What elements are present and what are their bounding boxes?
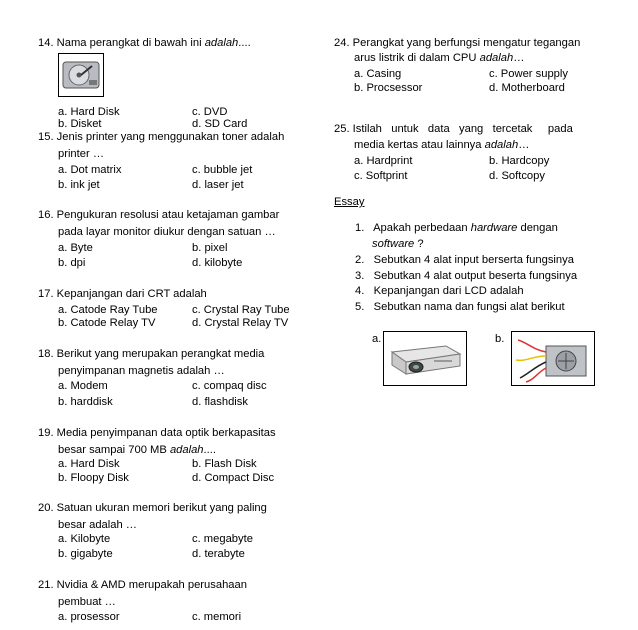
essay-label-b: b. <box>495 333 505 345</box>
q25-option-c[interactable]: c. Softprint <box>354 170 408 182</box>
q19-option-a[interactable]: a. Hard Disk <box>58 458 120 470</box>
q24-line2 <box>354 52 524 64</box>
essay-item-4-text: Kepanjangan dari LCD adalah <box>373 285 524 297</box>
q15-number: 15. <box>38 131 54 143</box>
q14-number: 14. <box>38 37 54 49</box>
q19-option-b[interactable]: b. Floopy Disk <box>58 472 129 484</box>
q24-stem-part: arus listrik di dalam CPU <box>354 52 477 64</box>
q25-number: 25. <box>334 123 350 135</box>
q18-stem: Berikut yang merupakan perangkat media <box>56 348 265 360</box>
power-supply-image <box>511 331 595 386</box>
q15-option-c[interactable]: c. bubble jet <box>192 164 253 176</box>
q15-option-a[interactable]: a. Dot matrix <box>58 164 122 176</box>
q24-option-d[interactable]: d. Motherboard <box>489 82 565 94</box>
q19-line2 <box>58 444 216 456</box>
hard-disk-icon <box>59 54 103 96</box>
q17-option-b[interactable]: b. Catode Relay TV <box>58 317 156 329</box>
essay-label-a: a. <box>372 333 382 345</box>
q15-stem: Jenis printer yang menggunakan toner adalah <box>56 131 285 143</box>
essay-item-4-number: 4. <box>355 285 365 297</box>
q17-option-a[interactable]: a. Catode Ray Tube <box>58 304 158 316</box>
q20-option-b[interactable]: b. gigabyte <box>58 548 113 560</box>
q25-line2 <box>354 139 529 151</box>
essay-title: Essay <box>334 196 365 208</box>
q25-stem: Istilah untuk data yang tercetak pada <box>352 123 573 135</box>
q20-number: 20. <box>38 502 54 514</box>
q14-option-b[interactable]: b. Disket <box>58 118 102 130</box>
q16-option-b[interactable]: b. dpi <box>58 257 86 269</box>
q17-option-c[interactable]: c. Crystal Ray Tube <box>192 304 290 316</box>
essay-item-1-text-c: ? <box>417 238 424 250</box>
q25-option-d[interactable]: d. Softcopy <box>489 170 545 182</box>
q19-option-d[interactable]: d. Compact Disc <box>192 472 275 484</box>
q14-text <box>38 37 251 49</box>
q15-option-b[interactable]: b. ink jet <box>58 179 100 191</box>
q24-stem: Perangkat yang berfungsi mengatur tegangan <box>352 37 581 49</box>
q15-line2: printer … <box>58 148 105 160</box>
q25-stem-em: adalah <box>484 139 519 151</box>
q19-stem-em: adalah <box>169 444 204 456</box>
q21-line1 <box>38 579 247 591</box>
q24-option-b[interactable]: b. Procsessor <box>354 82 423 94</box>
q20-option-d[interactable]: d. terabyte <box>192 548 245 560</box>
q16-stem: Pengukuran resolusi atau ketajaman gambar <box>56 209 280 221</box>
q19-line1 <box>38 427 276 439</box>
q24-stem-em: adalah <box>479 52 514 64</box>
q14-option-c[interactable]: c. DVD <box>192 106 228 118</box>
q18-option-a[interactable]: a. Modem <box>58 380 108 392</box>
essay-item-1-em2: software <box>372 238 415 250</box>
q14-option-d[interactable]: d. SD Card <box>192 118 248 130</box>
q21-line2: pembuat … <box>58 596 116 608</box>
q25-option-b[interactable]: b. Hardcopy <box>489 155 550 167</box>
q18-option-c[interactable]: c. compaq disc <box>192 380 267 392</box>
projector-icon <box>384 332 466 385</box>
essay-item-1-text-a: Apakah perbedaan <box>373 222 468 234</box>
essay-item-1-number: 1. <box>355 222 365 234</box>
q18-option-d[interactable]: d. flashdisk <box>192 396 248 408</box>
q25-option-a[interactable]: a. Hardprint <box>354 155 413 167</box>
q19-number: 19. <box>38 427 54 439</box>
q16-option-d[interactable]: d. kilobyte <box>192 257 243 269</box>
q20-line1 <box>38 502 267 514</box>
q16-line1 <box>38 209 279 221</box>
essay-item-2-text: Sebutkan 4 alat input berserta fungsinya <box>373 254 574 266</box>
projector-image <box>383 331 467 386</box>
essay-item-1-em1: hardware <box>470 222 518 234</box>
q14-stem-tail: .... <box>238 37 251 49</box>
q17-number: 17. <box>38 288 54 300</box>
essay-item-5-number: 5. <box>355 301 365 313</box>
essay-item-3-text: Sebutkan 4 alat output beserta fungsinya <box>373 270 578 282</box>
q16-option-a[interactable]: a. Byte <box>58 242 93 254</box>
q21-number: 21. <box>38 579 54 591</box>
q25-stem-part: media kertas atau lainnya <box>354 139 482 151</box>
q19-option-c[interactable]: b. Flash Disk <box>192 458 257 470</box>
q19-stem-tail: .... <box>203 444 216 456</box>
q17-line1 <box>38 288 207 300</box>
hard-disk-image <box>58 53 104 97</box>
q14-stem-em: adalah <box>204 37 239 49</box>
q24-number: 24. <box>334 37 350 49</box>
q15-line1 <box>38 131 284 143</box>
q20-option-a[interactable]: a. Kilobyte <box>58 533 111 545</box>
q17-stem: Kepanjangan dari CRT adalah <box>56 288 207 300</box>
q14-stem: Nama perangkat di bawah ini <box>56 37 202 49</box>
essay-item-3-number: 3. <box>355 270 365 282</box>
q16-number: 16. <box>38 209 54 221</box>
q18-number: 18. <box>38 348 54 360</box>
q15-option-d[interactable]: d. laser jet <box>192 179 244 191</box>
essay-item-1 <box>355 222 558 234</box>
q14-option-a[interactable]: a. Hard Disk <box>58 106 120 118</box>
q25-stem-tail: … <box>518 139 530 151</box>
q16-option-c[interactable]: b. pixel <box>192 242 228 254</box>
q20-stem: Satuan ukuran memori berikut yang paling <box>56 502 267 514</box>
q18-line2: penyimpanan magnetis adalah … <box>58 365 225 377</box>
q19-stem: Media penyimpanan data optik berkapasitas <box>56 427 276 439</box>
essay-item-4 <box>355 285 524 297</box>
q20-line2: besar adalah … <box>58 519 137 531</box>
essay-item-2 <box>355 254 574 266</box>
q18-option-b[interactable]: b. harddisk <box>58 396 113 408</box>
q16-line2: pada layar monitor diukur dengan satuan … <box>58 226 276 238</box>
essay-item-2-number: 2. <box>355 254 365 266</box>
q20-option-c[interactable]: c. megabyte <box>192 533 253 545</box>
q21-option-a[interactable]: a. prosessor <box>58 611 120 623</box>
q21-stem: Nvidia & AMD merupakah perusahaan <box>56 579 247 591</box>
q24-stem-tail: … <box>513 52 525 64</box>
q19-stem-part: besar sampai 700 MB <box>58 444 167 456</box>
q25-line1 <box>334 123 573 135</box>
essay-item-5-text: Sebutkan nama dan fungsi alat berikut <box>373 301 565 313</box>
essay-item-1-text-b: dengan <box>520 222 558 234</box>
q17-option-d[interactable]: d. Crystal Relay TV <box>192 317 289 329</box>
power-supply-icon <box>512 332 594 385</box>
essay-item-5 <box>355 301 565 313</box>
q24-line1 <box>334 37 580 49</box>
q24-option-c[interactable]: c. Power supply <box>489 68 568 80</box>
q24-option-a[interactable]: a. Casing <box>354 68 402 80</box>
essay-item-1-line2 <box>372 238 424 250</box>
essay-item-3 <box>355 270 577 282</box>
q18-line1 <box>38 348 264 360</box>
q21-option-c[interactable]: c. memori <box>192 611 242 623</box>
